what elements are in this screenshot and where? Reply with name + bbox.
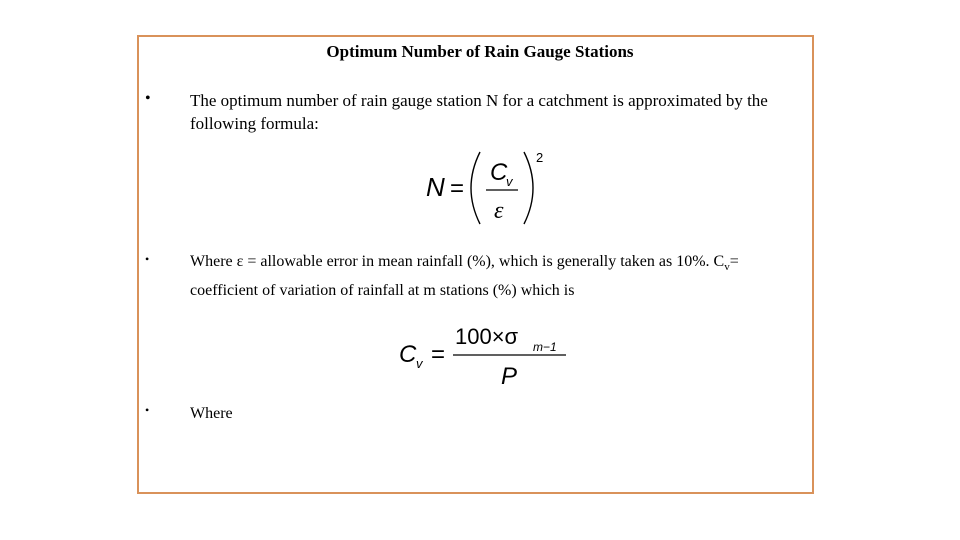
- eq1-numerator-sub: v: [506, 174, 513, 189]
- bullet-text-where: Where: [190, 405, 233, 422]
- eq2-lhs-sub: v: [416, 356, 423, 371]
- eq1-numerator: C: [490, 159, 508, 186]
- eq2-lhs: C: [399, 341, 417, 368]
- bullet-text-intro: The optimum number of rain gauge station N for a catchment is approximated by the following formula:: [190, 91, 768, 133]
- optimum-stations-equation: [420, 148, 560, 228]
- eq2-denominator: P: [501, 363, 518, 390]
- eq1-left-paren: [471, 152, 480, 224]
- definition-subscript: v: [724, 261, 730, 274]
- slide-title: Optimum Number of Rain Gauge Stations: [326, 42, 634, 61]
- definition-text-part2: = coefficient of variation of rainfall at m stations (%) which is: [190, 253, 739, 300]
- eq2-numerator: 100×σ: [455, 324, 519, 349]
- bullet-text-definition: [190, 250, 810, 302]
- eq1-right-paren: [524, 152, 533, 224]
- eq1-equals: =: [450, 175, 465, 202]
- bullet-marker: •: [145, 252, 150, 266]
- bullet-marker: •: [145, 90, 151, 107]
- eq1-lhs: N: [426, 172, 445, 202]
- coefficient-of-variation-equation: [395, 318, 570, 390]
- eq2-numerator-sub: m−1: [533, 340, 557, 354]
- eq1-exponent: 2: [536, 150, 544, 165]
- eq1-denominator: ε: [494, 198, 504, 224]
- eq2-equals: =: [431, 341, 446, 368]
- bullet-marker: •: [145, 403, 150, 417]
- definition-text-part1: Where ε = allowable error in mean rainfall (%), which is generally taken as 10%. C: [190, 253, 725, 270]
